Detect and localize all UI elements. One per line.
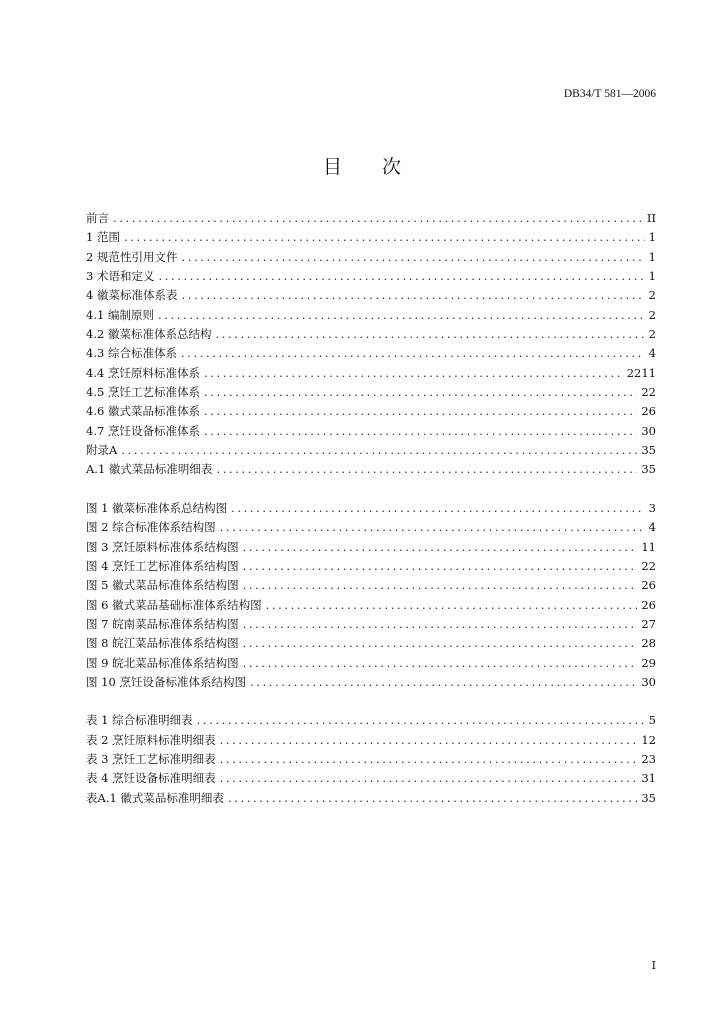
toc-entry[interactable] — [86, 325, 656, 344]
dot-leader — [124, 228, 645, 247]
entry-page: 26 — [641, 404, 656, 419]
dot-leader — [220, 769, 638, 788]
entry-label: 4.5 烹饪工艺标准体系 — [86, 385, 200, 400]
entry-label: 表 4 烹饪设备标准明细表 — [86, 771, 216, 786]
toc-entry[interactable] — [86, 364, 656, 383]
dot-leader — [243, 557, 638, 576]
dot-leader — [243, 634, 638, 653]
toc-entry[interactable] — [86, 209, 656, 228]
entry-label: 图 6 徽式菜品基础标准体系结构图 — [86, 597, 262, 612]
dot-leader — [220, 731, 638, 750]
table-entry[interactable] — [86, 750, 656, 769]
entry-page: 23 — [641, 751, 656, 766]
dot-leader — [181, 248, 644, 267]
entry-label: 2 规范性引用文件 — [86, 249, 178, 264]
dot-leader — [220, 518, 645, 537]
dot-leader — [216, 460, 637, 479]
table-entry[interactable] — [86, 769, 656, 788]
figure-entry[interactable] — [86, 634, 656, 653]
entry-page: 35 — [641, 443, 656, 458]
figure-entry[interactable] — [86, 518, 656, 537]
entry-label: 图 10 烹饪设备标准体系结构图 — [86, 674, 246, 689]
dot-leader — [204, 383, 637, 402]
table-entry[interactable] — [86, 731, 656, 750]
entry-label: 表 1 综合标准明细表 — [86, 713, 193, 728]
entry-label: 附录A — [86, 443, 118, 458]
dot-leader — [113, 209, 643, 228]
entry-page: 28 — [641, 636, 656, 651]
entry-label: 图 9 皖北菜品标准体系结构图 — [86, 655, 239, 670]
entry-label: 图 1 徽菜标准体系总结构图 — [86, 500, 228, 515]
entry-page: 2 — [648, 288, 656, 303]
dot-leader — [204, 422, 637, 441]
entry-label: 3 术语和定义 — [86, 269, 155, 284]
toc-figures — [86, 499, 656, 692]
toc-entry[interactable] — [86, 344, 656, 363]
toc-entry[interactable] — [86, 267, 656, 286]
dot-leader — [231, 499, 645, 518]
table-of-contents — [86, 209, 656, 808]
dot-leader — [197, 711, 645, 730]
entry-label: 图 2 综合标准体系结构图 — [86, 520, 216, 535]
dot-leader — [204, 364, 623, 383]
dot-leader — [266, 596, 638, 615]
entry-page: 4 — [648, 520, 656, 535]
document-number: DB34/T 581—2006 — [563, 88, 656, 100]
entry-label: 图 5 徽式菜品标准体系结构图 — [86, 578, 239, 593]
entry-label: 4.7 烹饪设备标准体系 — [86, 423, 200, 438]
dot-leader — [215, 325, 644, 344]
page-title — [0, 152, 724, 179]
figure-entry[interactable] — [86, 557, 656, 576]
toc-entry[interactable] — [86, 402, 656, 421]
table-entry[interactable] — [86, 711, 656, 730]
figure-entry[interactable] — [86, 615, 656, 634]
figure-entry[interactable] — [86, 596, 656, 615]
entry-label: 4.6 徽式菜品标准体系 — [86, 404, 200, 419]
entry-page: 27 — [641, 616, 656, 631]
table-entry[interactable] — [86, 789, 656, 808]
entry-label: 4 徽菜标准体系表 — [86, 288, 178, 303]
entry-page: 4 — [648, 346, 656, 361]
dot-leader — [228, 789, 637, 808]
entry-label: 4.1 编制原则 — [86, 307, 154, 322]
toc-entry[interactable] — [86, 383, 656, 402]
entry-page: 29 — [641, 655, 656, 670]
toc-entry[interactable] — [86, 248, 656, 267]
entry-label: 4.2 徽菜标准体系总结构 — [86, 327, 212, 342]
entry-page: 22 — [641, 558, 656, 573]
entry-page: 11 — [641, 539, 656, 554]
title-char-left: 目 — [322, 156, 342, 178]
entry-label: 图 3 烹饪原料标准体系结构图 — [86, 539, 239, 554]
entry-page: 12 — [641, 732, 656, 747]
entry-label: A.1 徽式菜品标准明细表 — [86, 462, 213, 477]
entry-label: 表 3 烹饪工艺标准明细表 — [86, 751, 216, 766]
dot-leader — [158, 306, 645, 325]
entry-page: 1 — [648, 230, 656, 245]
dot-leader — [243, 538, 638, 557]
dot-leader — [181, 286, 644, 305]
dot-leader — [181, 344, 645, 363]
toc-entry[interactable] — [86, 441, 656, 460]
dot-leader — [243, 654, 638, 673]
entry-page: 1 — [648, 249, 656, 264]
title-char-right: 次 — [382, 156, 402, 178]
entry-label: 图 8 皖江菜品标准体系结构图 — [86, 636, 239, 651]
toc-sections — [86, 209, 656, 480]
toc-entry[interactable] — [86, 286, 656, 305]
figure-entry[interactable] — [86, 538, 656, 557]
entry-page: 2 — [648, 327, 656, 342]
entry-page: 22 — [641, 385, 656, 400]
dot-leader — [243, 615, 638, 634]
entry-label: 图 4 烹饪工艺标准体系结构图 — [86, 558, 239, 573]
entry-label: 表 2 烹饪原料标准明细表 — [86, 732, 216, 747]
toc-entry[interactable] — [86, 422, 656, 441]
entry-label: 表A.1 徽式菜品标准明细表 — [86, 790, 224, 805]
dot-leader — [204, 402, 637, 421]
toc-entry[interactable] — [86, 460, 656, 479]
entry-page: 26 — [641, 578, 656, 593]
entry-page: 35 — [641, 790, 656, 805]
figure-entry[interactable] — [86, 576, 656, 595]
toc-entry[interactable] — [86, 228, 656, 247]
figure-entry[interactable] — [86, 673, 656, 692]
entry-page: 5 — [648, 713, 656, 728]
entry-page: 31 — [641, 771, 656, 786]
entry-page: 1 — [648, 269, 656, 284]
entry-label: 1 范围 — [86, 230, 120, 245]
entry-label: 图 7 皖南菜品标准体系结构图 — [86, 616, 239, 631]
entry-label: 4.4 烹饪原料标准体系 — [86, 365, 200, 380]
entry-page: 30 — [641, 423, 656, 438]
entry-page: 30 — [641, 674, 656, 689]
dot-leader — [250, 673, 637, 692]
entry-page: 3 — [648, 500, 656, 515]
figure-entry[interactable] — [86, 654, 656, 673]
page-number: I — [651, 959, 656, 972]
entry-page: 2211 — [626, 365, 656, 380]
dot-leader — [243, 576, 638, 595]
entry-label: 4.3 综合标准体系 — [86, 346, 177, 361]
entry-page: 2 — [648, 307, 656, 322]
dot-leader — [220, 750, 638, 769]
entry-page: 35 — [641, 462, 656, 477]
toc-entry[interactable] — [86, 306, 656, 325]
entry-page: II — [646, 211, 656, 225]
dot-leader — [158, 267, 644, 286]
entry-label: 前言 — [86, 211, 109, 225]
entry-page: 26 — [641, 597, 656, 612]
dot-leader — [121, 441, 637, 460]
figure-entry[interactable] — [86, 499, 656, 518]
toc-tables — [86, 711, 656, 808]
